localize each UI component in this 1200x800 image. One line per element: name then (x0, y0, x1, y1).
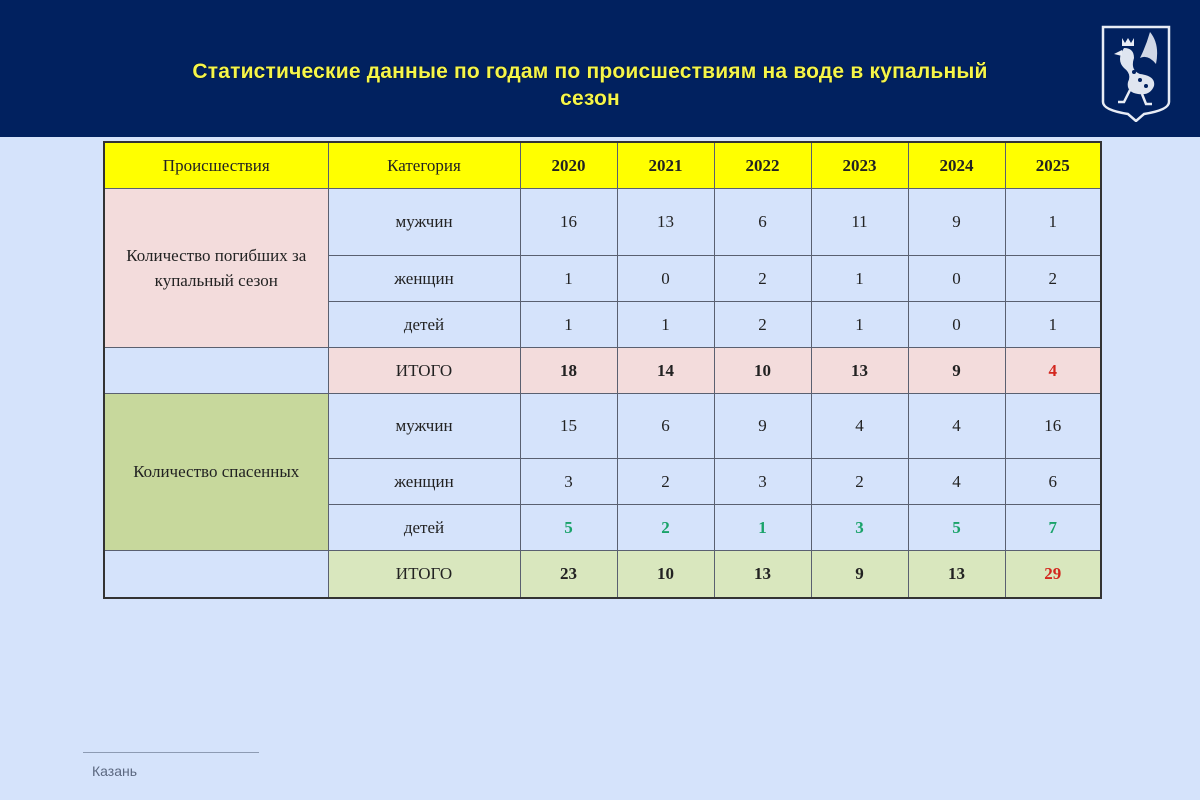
value-cell: 4 (811, 394, 908, 459)
total-cell: 18 (520, 348, 617, 394)
rescued-total-row (104, 551, 1101, 598)
category-cell: женщин (328, 256, 520, 302)
header-year-2022: 2022 (714, 142, 811, 189)
value-cell: 13 (617, 189, 714, 256)
total-cell: 9 (908, 348, 1005, 394)
header-year-2021: 2021 (617, 142, 714, 189)
category-cell: детей (328, 505, 520, 551)
value-cell: 0 (617, 256, 714, 302)
total-label: ИТОГО (328, 551, 520, 598)
value-cell-highlight: 5 (520, 505, 617, 551)
value-cell: 0 (908, 256, 1005, 302)
value-cell: 1 (520, 302, 617, 348)
value-cell: 2 (714, 256, 811, 302)
value-cell: 16 (520, 189, 617, 256)
value-cell: 3 (714, 459, 811, 505)
total-cell: 13 (811, 348, 908, 394)
deaths-total-row (104, 348, 1101, 394)
header-year-2023: 2023 (811, 142, 908, 189)
header-category: Категория (328, 142, 520, 189)
value-cell: 1 (1005, 189, 1101, 256)
value-cell: 6 (714, 189, 811, 256)
total-cell: 14 (617, 348, 714, 394)
total-cell-highlight: 4 (1005, 348, 1101, 394)
total-cell: 23 (520, 551, 617, 598)
value-cell-highlight: 3 (811, 505, 908, 551)
header-year-2020: 2020 (520, 142, 617, 189)
value-cell: 1 (811, 256, 908, 302)
header-incidents: Происшествия (104, 142, 328, 189)
value-cell: 9 (714, 394, 811, 459)
value-cell: 2 (617, 459, 714, 505)
value-cell-highlight: 7 (1005, 505, 1101, 551)
value-cell: 1 (617, 302, 714, 348)
category-cell: мужчин (328, 189, 520, 256)
total-cell: 10 (617, 551, 714, 598)
total-cell: 13 (714, 551, 811, 598)
title-line-1: Статистические данные по годам по происшествиям на воде в купальный (192, 60, 988, 83)
total-cell: 10 (714, 348, 811, 394)
kazan-coat-of-arms-icon (1100, 24, 1172, 122)
slide-title (100, 58, 1080, 112)
footer-divider (83, 752, 259, 753)
category-cell: мужчин (328, 394, 520, 459)
empty-cell (104, 348, 328, 394)
value-cell-highlight: 2 (617, 505, 714, 551)
value-cell-highlight: 1 (714, 505, 811, 551)
category-cell: детей (328, 302, 520, 348)
value-cell: 6 (617, 394, 714, 459)
value-cell: 4 (908, 459, 1005, 505)
total-cell: 13 (908, 551, 1005, 598)
value-cell: 9 (908, 189, 1005, 256)
header-year-2025: 2025 (1005, 142, 1101, 189)
value-cell-highlight: 5 (908, 505, 1005, 551)
value-cell: 15 (520, 394, 617, 459)
total-cell-highlight: 29 (1005, 551, 1101, 598)
deaths-group-label: Количество погибших за купальный сезон (104, 189, 328, 348)
value-cell: 1 (811, 302, 908, 348)
value-cell: 2 (1005, 256, 1101, 302)
category-cell: женщин (328, 459, 520, 505)
header-year-2024: 2024 (908, 142, 1005, 189)
value-cell: 16 (1005, 394, 1101, 459)
total-label: ИТОГО (328, 348, 520, 394)
slide-header (0, 0, 1200, 137)
value-cell: 4 (908, 394, 1005, 459)
value-cell: 1 (520, 256, 617, 302)
value-cell: 6 (1005, 459, 1101, 505)
rescued-group-label: Количество спасенных (104, 394, 328, 551)
value-cell: 1 (1005, 302, 1101, 348)
incidents-statistics-table (103, 141, 1102, 599)
value-cell: 11 (811, 189, 908, 256)
value-cell: 2 (811, 459, 908, 505)
footer-city: Казань (92, 763, 138, 779)
value-cell: 3 (520, 459, 617, 505)
table-row (104, 189, 1101, 256)
table-header-row (104, 142, 1101, 189)
title-line-2: сезон (560, 87, 620, 110)
table-row (104, 394, 1101, 459)
value-cell: 0 (908, 302, 1005, 348)
value-cell: 2 (714, 302, 811, 348)
empty-cell (104, 551, 328, 598)
total-cell: 9 (811, 551, 908, 598)
